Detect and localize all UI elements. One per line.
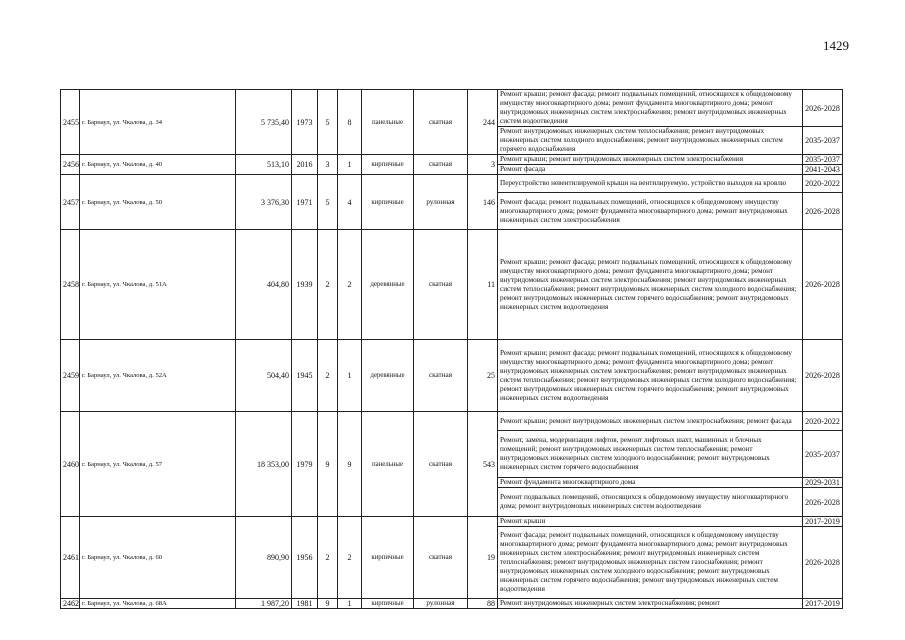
roof-type: скатная [414, 340, 468, 412]
floors-count: 2 [318, 517, 338, 599]
apartments-count: 146 [468, 175, 498, 230]
table-row [61, 230, 843, 340]
commission-year: 1956 [292, 517, 318, 599]
total-area: 504,40 [236, 340, 292, 412]
work-period: 2020-2022 [803, 175, 843, 193]
wall-material: кирпичные [362, 175, 414, 230]
entrances-count: 8 [338, 90, 362, 155]
work-description: Ремонт крыши [498, 517, 803, 527]
work-description: Переустройство невентилируемой крыши на вентилируемую, устройство выходов на кровлю [498, 175, 803, 193]
floors-count: 5 [318, 90, 338, 155]
work-description: Ремонт фундамента многоквартирного дома [498, 478, 803, 488]
floors-count: 9 [318, 599, 338, 609]
table-row [61, 175, 843, 193]
work-period: 2035-2037 [803, 127, 843, 155]
wall-material: кирпичные [362, 599, 414, 609]
commission-year: 1971 [292, 175, 318, 230]
work-period: 2020-2022 [803, 412, 843, 431]
record-number: 2460 [61, 412, 80, 517]
work-period: 2035-2037 [803, 431, 843, 478]
table-body [61, 90, 843, 609]
commission-year: 1973 [292, 90, 318, 155]
roof-type: скатная [414, 412, 468, 517]
floors-count: 9 [318, 412, 338, 517]
commission-year: 1981 [292, 599, 318, 609]
work-description: Ремонт крыши; ремонт внутридомовых инженерных систем электроснабжения; ремонт фасада [498, 412, 803, 431]
total-area: 3 376,30 [236, 175, 292, 230]
work-description: Ремонт подвальных помещений, относящихся к общедомовому имуществу многоквартирного дома; ремонт внутридомовых инженерных систем водоотведения [498, 488, 803, 517]
roof-type: рулонная [414, 175, 468, 230]
roof-type: скатная [414, 155, 468, 175]
apartments-count: 3 [468, 155, 498, 175]
wall-material: кирпичные [362, 517, 414, 599]
total-area: 18 353,00 [236, 412, 292, 517]
page-number: 1429 [823, 38, 849, 53]
work-description: Ремонт фасада; ремонт подвальных помещений, относящихся к общедомовому имуществу многоквартирного дома; ремонт фундамента многоквартирного дома; ремонт внутридомовых инженерных систем электроснабжения; ремонт внутридомовых инженерных систем теплоснабжения; ремонт внутридомовых инженерных систем газоснабжения; ремонт внутридомовых инженерных систем холодного водоснабжения; ремонт внутридомовых инженерных систем горячего водоснабжения; ремонт внутридомовых инженерных систем водоотведения [498, 527, 803, 599]
work-period: 2026-2028 [803, 340, 843, 412]
wall-material: деревянные [362, 230, 414, 340]
floors-count: 3 [318, 155, 338, 175]
house-address: г. Барнаул, ул. Чкалова, д. 34 [80, 90, 236, 155]
total-area: 1 987,20 [236, 599, 292, 609]
entrances-count: 2 [338, 517, 362, 599]
record-number: 2461 [61, 517, 80, 599]
record-number: 2457 [61, 175, 80, 230]
commission-year: 2016 [292, 155, 318, 175]
table-row [61, 340, 843, 412]
table-row [61, 412, 843, 431]
floors-count: 2 [318, 230, 338, 340]
work-period: 2041-2043 [803, 165, 843, 175]
work-period: 2017-2019 [803, 517, 843, 527]
roof-type: скатная [414, 517, 468, 599]
work-period: 2035-2037 [803, 155, 843, 165]
table-row [61, 599, 843, 609]
table-row [61, 90, 843, 127]
commission-year: 1945 [292, 340, 318, 412]
work-description: Ремонт, замена, модернизация лифтов, ремонт лифтовых шахт, машинных и блочных помещений; ремонт внутридомовых инженерных систем теплоснабжения; ремонт внутридомовых инженерных систем холодного водоснабжения; ремонт внутридомовых инженерных систем горячего водоснабжения [498, 431, 803, 478]
apartments-count: 244 [468, 90, 498, 155]
work-period: 2026-2028 [803, 488, 843, 517]
house-address: г. Барнаул, ул. Чкалова, д. 40 [80, 155, 236, 175]
work-period: 2026-2028 [803, 90, 843, 127]
entrances-count: 1 [338, 599, 362, 609]
house-address: г. Барнаул, ул. Чкалова, д. 57 [80, 412, 236, 517]
apartments-count: 19 [468, 517, 498, 599]
work-period: 2017-2019 [803, 599, 843, 609]
table-row [61, 155, 843, 165]
house-address: г. Барнаул, ул. Чкалова, д. 68А [80, 599, 236, 609]
roof-type: рулонная [414, 599, 468, 609]
commission-year: 1979 [292, 412, 318, 517]
total-area: 5 735,40 [236, 90, 292, 155]
floors-count: 2 [318, 340, 338, 412]
apartments-count: 11 [468, 230, 498, 340]
wall-material: панельные [362, 412, 414, 517]
house-address: г. Барнаул, ул. Чкалова, д. 50 [80, 175, 236, 230]
work-period: 2026-2028 [803, 193, 843, 230]
work-description: Ремонт крыши; ремонт внутридомовых инженерных систем электроснабжения [498, 155, 803, 165]
capital-repair-table [60, 89, 843, 609]
work-description: Ремонт крыши; ремонт фасада; ремонт подвальных помещений, относящихся к общедомовому имуществу многоквартирного дома; ремонт фундамента многоквартирного дома; ремонт внутридомовых инженерных систем электроснабжения; ремонт внутридомовых инженерных систем теплоснабжения; ремонт внутридомовых инженерных систем холодного водоснабжения; ремонт внутридомовых инженерных систем горячего водоснабжения; ремонт внутридомовых инженерных систем водоотведения [498, 340, 803, 412]
total-area: 890,90 [236, 517, 292, 599]
total-area: 404,80 [236, 230, 292, 340]
floors-count: 5 [318, 175, 338, 230]
apartments-count: 543 [468, 412, 498, 517]
work-description: Ремонт крыши; ремонт фасада; ремонт подвальных помещений, относящихся к общедомовому имуществу многоквартирного дома; ремонт фундамента многоквартирного дома; ремонт внутридомовых инженерных систем электроснабжения; ремонт внутридомовых инженерных систем теплоснабжения; ремонт внутридомовых инженерных систем холодного водоснабжения; ремонт внутридомовых инженерных систем горячего водоснабжения; ремонт внутридомовых инженерных систем водоотведения [498, 230, 803, 340]
record-number: 2458 [61, 230, 80, 340]
work-description: Ремонт фасада [498, 165, 803, 175]
work-description: Ремонт внутридомовых инженерных систем электроснабжения; ремонт [498, 599, 803, 609]
house-address: г. Барнаул, ул. Чкалова, д. 51А [80, 230, 236, 340]
house-address: г. Барнаул, ул. Чкалова, д. 60 [80, 517, 236, 599]
entrances-count: 1 [338, 155, 362, 175]
apartments-count: 88 [468, 599, 498, 609]
roof-type: скатная [414, 230, 468, 340]
work-description: Ремонт внутридомовых инженерных систем теплоснабжения; ремонт внутридомовых инженерных систем холодного водоснабжения; ремонт внутридомовых инженерных систем горячего водоснабжения [498, 127, 803, 155]
record-number: 2459 [61, 340, 80, 412]
table-row [61, 517, 843, 527]
record-number: 2455 [61, 90, 80, 155]
work-description: Ремонт фасада; ремонт подвальных помещений, относящихся к общедомовому имуществу многоквартирного дома; ремонт фундамента многоквартирного дома; ремонт внутридомовых инженерных систем электроснабжения [498, 193, 803, 230]
record-number: 2456 [61, 155, 80, 175]
entrances-count: 1 [338, 340, 362, 412]
work-period: 2029-2031 [803, 478, 843, 488]
roof-type: скатная [414, 90, 468, 155]
total-area: 513,10 [236, 155, 292, 175]
entrances-count: 4 [338, 175, 362, 230]
work-period: 2026-2028 [803, 230, 843, 340]
wall-material: деревянные [362, 340, 414, 412]
house-address: г. Барнаул, ул. Чкалова, д. 52А [80, 340, 236, 412]
entrances-count: 2 [338, 230, 362, 340]
record-number: 2462 [61, 599, 80, 609]
commission-year: 1939 [292, 230, 318, 340]
entrances-count: 9 [338, 412, 362, 517]
work-description: Ремонт крыши; ремонт фасада; ремонт подвальных помещений, относящихся к общедомовому имуществу многоквартирного дома; ремонт фундамента многоквартирного дома; ремонт внутридомовых инженерных систем электроснабжения; ремонт внутридомовых инженерных систем водоотведения [498, 90, 803, 127]
work-period: 2026-2028 [803, 527, 843, 599]
apartments-count: 25 [468, 340, 498, 412]
wall-material: панельные [362, 90, 414, 155]
wall-material: кирпичные [362, 155, 414, 175]
